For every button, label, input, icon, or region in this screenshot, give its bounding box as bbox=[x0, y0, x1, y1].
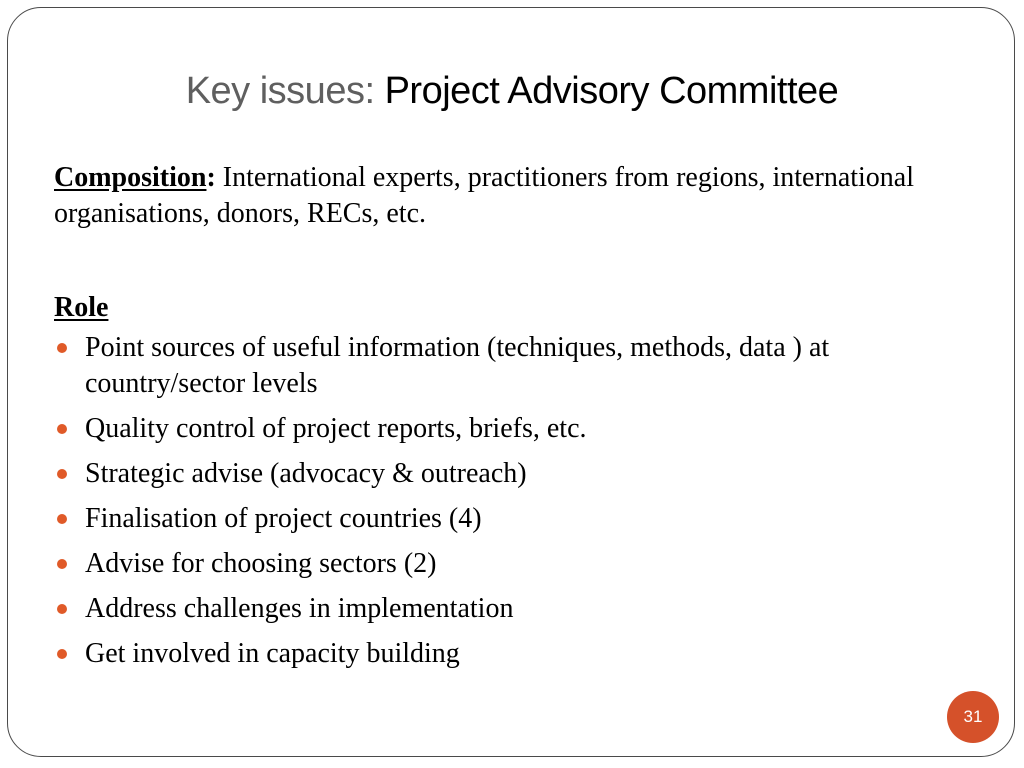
list-item bbox=[54, 636, 934, 672]
bullet-icon bbox=[57, 649, 67, 659]
bullet-icon bbox=[57, 343, 67, 353]
bullet-text: Quality control of project reports, briefs, etc. bbox=[85, 413, 587, 444]
role-bullet-list bbox=[54, 330, 934, 672]
bullet-text: Address challenges in implementation bbox=[85, 593, 514, 624]
bullet-text: Get involved in capacity building bbox=[85, 638, 460, 669]
bullet-icon bbox=[57, 559, 67, 569]
slide-title bbox=[0, 66, 1024, 116]
composition-colon: : bbox=[206, 162, 216, 193]
bullet-icon bbox=[57, 424, 67, 434]
list-item bbox=[54, 456, 934, 492]
bullet-text: Finalisation of project countries (4) bbox=[85, 503, 482, 534]
slide-body bbox=[54, 160, 934, 681]
composition-label: Composition bbox=[54, 162, 207, 193]
list-item bbox=[54, 330, 934, 402]
bullet-icon bbox=[57, 469, 67, 479]
title-prefix: Key issues: bbox=[185, 70, 385, 112]
composition-paragraph bbox=[54, 160, 934, 232]
list-item bbox=[54, 591, 934, 627]
bullet-text: Advise for choosing sectors (2) bbox=[85, 548, 437, 579]
list-item bbox=[54, 501, 934, 537]
bullet-text: Point sources of useful information (techniques, methods, data ) at country/sector levels bbox=[85, 332, 830, 399]
bullet-icon bbox=[57, 514, 67, 524]
page-number-badge: 31 bbox=[947, 691, 999, 743]
role-heading: Role bbox=[54, 292, 109, 323]
bullet-text: Strategic advise (advocacy & outreach) bbox=[85, 458, 527, 489]
list-item bbox=[54, 546, 934, 582]
composition-text: International experts, practitioners from regions, international organisations, donors, RECs, etc. bbox=[54, 162, 915, 229]
list-item bbox=[54, 411, 934, 447]
title-main: Project Advisory Committee bbox=[384, 70, 839, 112]
bullet-icon bbox=[57, 604, 67, 614]
